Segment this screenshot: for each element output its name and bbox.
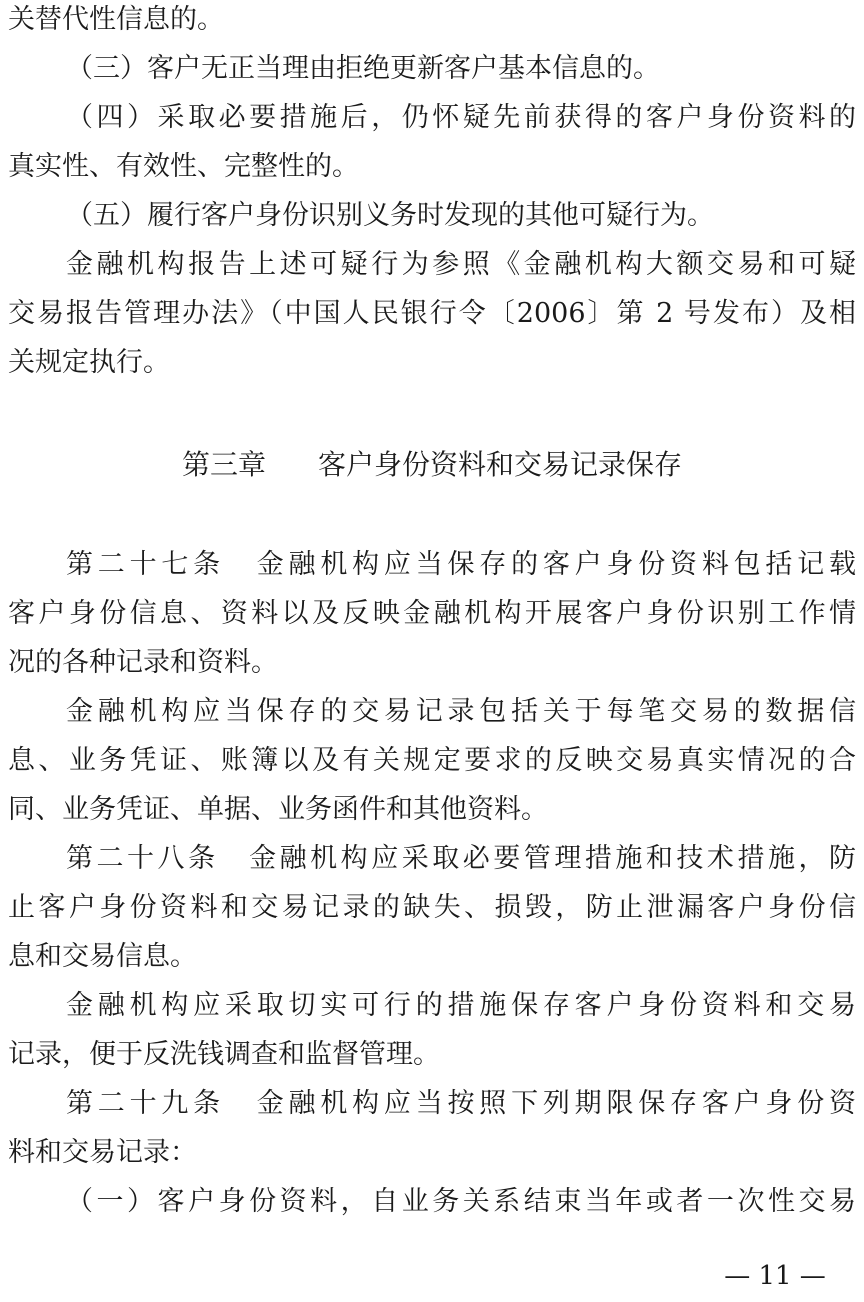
chapter-number: 第三章 (181, 448, 266, 481)
text-line: 关替代性信息的。 (8, 4, 224, 35)
chapter-title: 客户身份资料和交易记录保存 (318, 448, 683, 481)
text-line: 同、业务凭证、单据、业务函件和其他资料。 (8, 794, 548, 825)
text-line: 记录，便于反洗钱调查和监督管理。 (8, 1039, 440, 1070)
text-line: 金融机构应采取切实可行的措施保存客户身份资料和交易 (66, 990, 856, 1021)
text-line: （五）履行客户身份识别义务时发现的其他可疑行为。 (66, 200, 714, 231)
text-line: 第二十九条 金融机构应当按照下列期限保存客户身份资 (66, 1088, 856, 1119)
text-line: （四）采取必要措施后，仍怀疑先前获得的客户身份资料的 (66, 102, 856, 133)
text-line: 止客户身份资料和交易记录的缺失、损毁，防止泄漏客户身份信 (8, 892, 856, 923)
text-line: 息、业务凭证、账簿以及有关规定要求的反映交易真实情况的合 (8, 745, 856, 776)
text-line: （三）客户无正当理由拒绝更新客户基本信息的。 (66, 53, 660, 84)
text-line: 金融机构应当保存的交易记录包括关于每笔交易的数据信 (66, 696, 856, 727)
text-line: （一）客户身份资料，自业务关系结束当年或者一次性交易 (66, 1186, 856, 1217)
text-line: 第二十七条 金融机构应当保存的客户身份资料包括记载 (66, 549, 856, 580)
text-line: 金融机构报告上述可疑行为参照《金融机构大额交易和可疑 (66, 249, 856, 280)
text-line: 第二十八条 金融机构应采取必要管理措施和技术措施，防 (66, 843, 856, 874)
text-line: 真实性、有效性、完整性的。 (8, 151, 359, 182)
text-line: 料和交易记录： (8, 1137, 197, 1168)
text-line: 况的各种记录和资料。 (8, 647, 278, 678)
chapter-heading (0, 443, 864, 487)
text-line: 交易报告管理办法》（中国人民银行令〔2006〕第 2 号发布）及相 (8, 298, 856, 329)
text-line: 客户身份信息、资料以及反映金融机构开展客户身份识别工作情 (8, 598, 856, 629)
text-line: 关规定执行。 (8, 347, 170, 378)
text-line: 息和交易信息。 (8, 941, 197, 972)
page-number: — 11 — (724, 1261, 826, 1291)
